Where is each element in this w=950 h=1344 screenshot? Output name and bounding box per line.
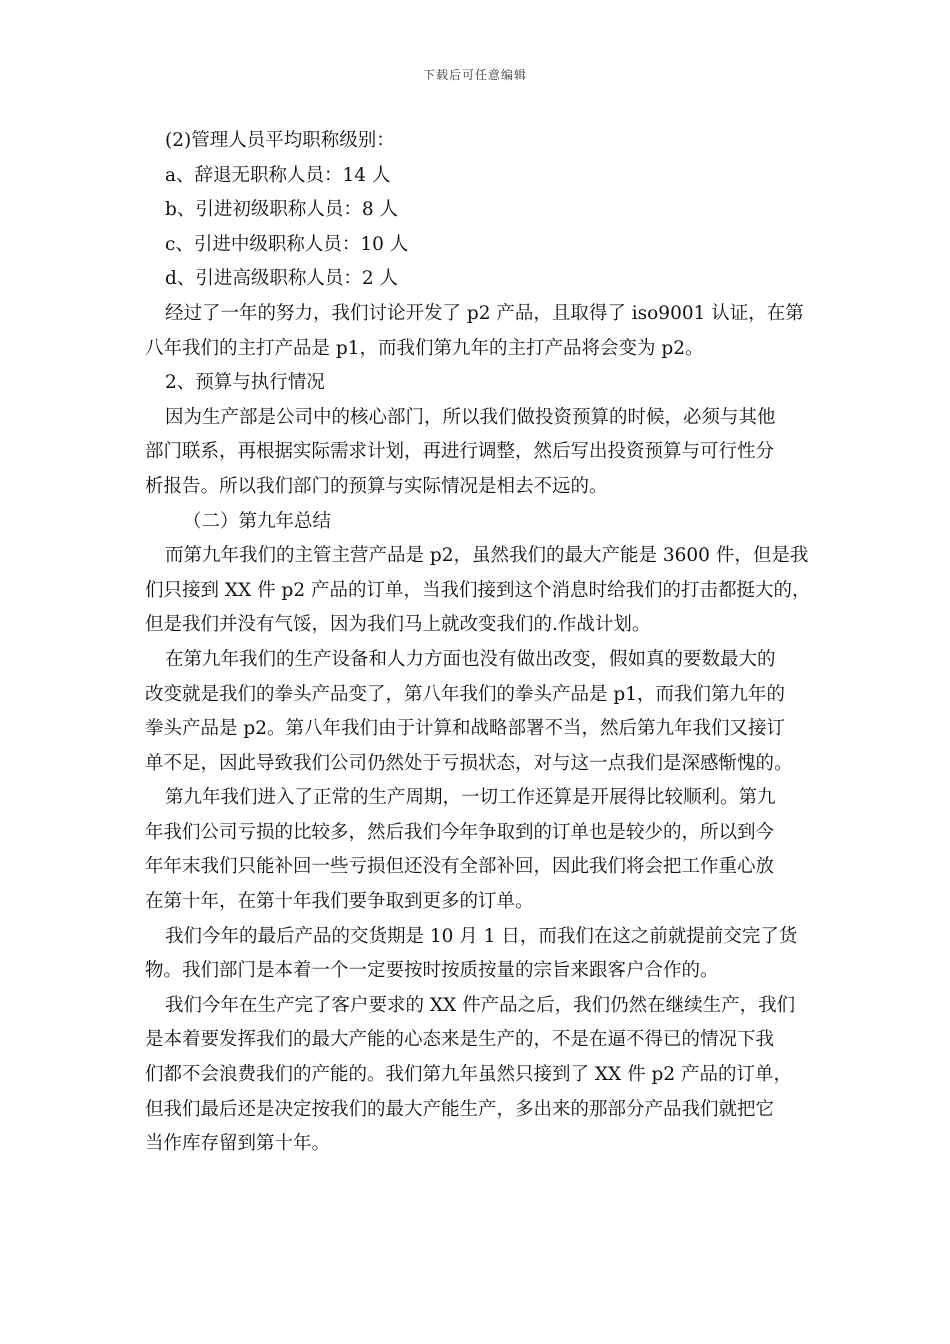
paragraph-line: 我们今年在生产完了客户要求的 XX 件产品之后，我们仍然在继续生产，我们 bbox=[165, 994, 796, 1016]
paragraph-line: 年我们公司亏损的比较多，然后我们今年争取到的订单也是较少的，所以到今 bbox=[145, 821, 775, 843]
paragraph-line: 部门联系，再根据实际需求计划，再进行调整，然后写出投资预算与可行性分 bbox=[145, 441, 775, 463]
paragraph-line: 但我们最后还是决定按我们的最大产能生产，多出来的那部分产品我们就把它 bbox=[145, 1098, 775, 1120]
text-line: b、引进初级职称人员：8 人 bbox=[165, 199, 398, 221]
paragraph-line: 单不足，因此导致我们公司仍然处于亏损状态，对与这一点我们是深感惭愧的。 bbox=[145, 752, 793, 774]
paragraph-line: 改变就是我们的拳头产品变了，第八年我们的拳头产品是 p1，而我们第九年的 bbox=[145, 683, 785, 705]
paragraph-line: 年年末我们只能补回一些亏损但还没有全部补回，因此我们将会把工作重心放 bbox=[145, 856, 775, 878]
page-header: 下载后可任意编辑 bbox=[422, 68, 527, 82]
text-line: c、引进中级职称人员：10 人 bbox=[165, 233, 409, 255]
paragraph-line: 经过了一年的努力，我们讨论开发了 p2 产品，且取得了 iso9001 认证，在第 bbox=[165, 302, 804, 324]
text-line: d、引进高级职称人员：2 人 bbox=[165, 268, 398, 290]
paragraph-line: 因为生产部是公司中的核心部门，所以我们做投资预算的时候，必须与其他 bbox=[165, 406, 776, 428]
document-body bbox=[145, 124, 813, 1162]
paragraph-line: 是本着要发挥我们的最大产能的心态来是生产的，不是在逼不得已的情况下我 bbox=[145, 1029, 775, 1051]
text-line: a、辞退无职称人员：14 人 bbox=[165, 164, 391, 186]
paragraph-line: 在第十年，在第十年我们要争取到更多的订单。 bbox=[145, 891, 534, 913]
section-heading: 2、预算与执行情况 bbox=[165, 372, 325, 394]
paragraph-line: 物。我们部门是本着一个一定要按时按质按量的宗旨来跟客户合作的。 bbox=[145, 960, 719, 982]
paragraph-line: 当作库存留到第十年。 bbox=[145, 1133, 331, 1155]
paragraph-line: 但是我们并没有气馁，因为我们马上就改变我们的.作战计划。 bbox=[145, 614, 651, 636]
text-line: (2)管理人员平均职称级别： bbox=[165, 130, 395, 151]
section-heading: （二）第九年总结 bbox=[183, 510, 332, 532]
paragraph-line: 们都不会浪费我们的产能的。我们第九年虽然只接到了 XX 件 p2 产品的订单， bbox=[145, 1064, 792, 1086]
paragraph-line: 而第九年我们的主管主营产品是 p2，虽然我们的最大产能是 3600 件，但是我 bbox=[165, 545, 809, 567]
paragraph-line: 八年我们的主打产品是 p1，而我们第九年的主打产品将会变为 p2。 bbox=[145, 337, 704, 359]
paragraph-line: 我们今年的最后产品的交货期是 10 月 1 日，而我们在这之前就提前交完了货 bbox=[165, 925, 798, 947]
paragraph-line: 拳头产品是 p2。第八年我们由于计算和战略部署不当，然后第九年我们又接订 bbox=[145, 718, 785, 740]
paragraph-line: 们只接到 XX 件 p2 产品的订单，当我们接到这个消息时给我们的打击都挺大的， bbox=[145, 579, 811, 601]
paragraph-line: 析报告。所以我们部门的预算与实际情况是相去不远的。 bbox=[145, 475, 608, 497]
paragraph-line: 第九年我们进入了正常的生产周期，一切工作还算是开展得比较顺利。第九 bbox=[165, 787, 776, 809]
paragraph-line: 在第九年我们的生产设备和人力方面也没有做出改变，假如真的要数最大的 bbox=[165, 648, 776, 670]
